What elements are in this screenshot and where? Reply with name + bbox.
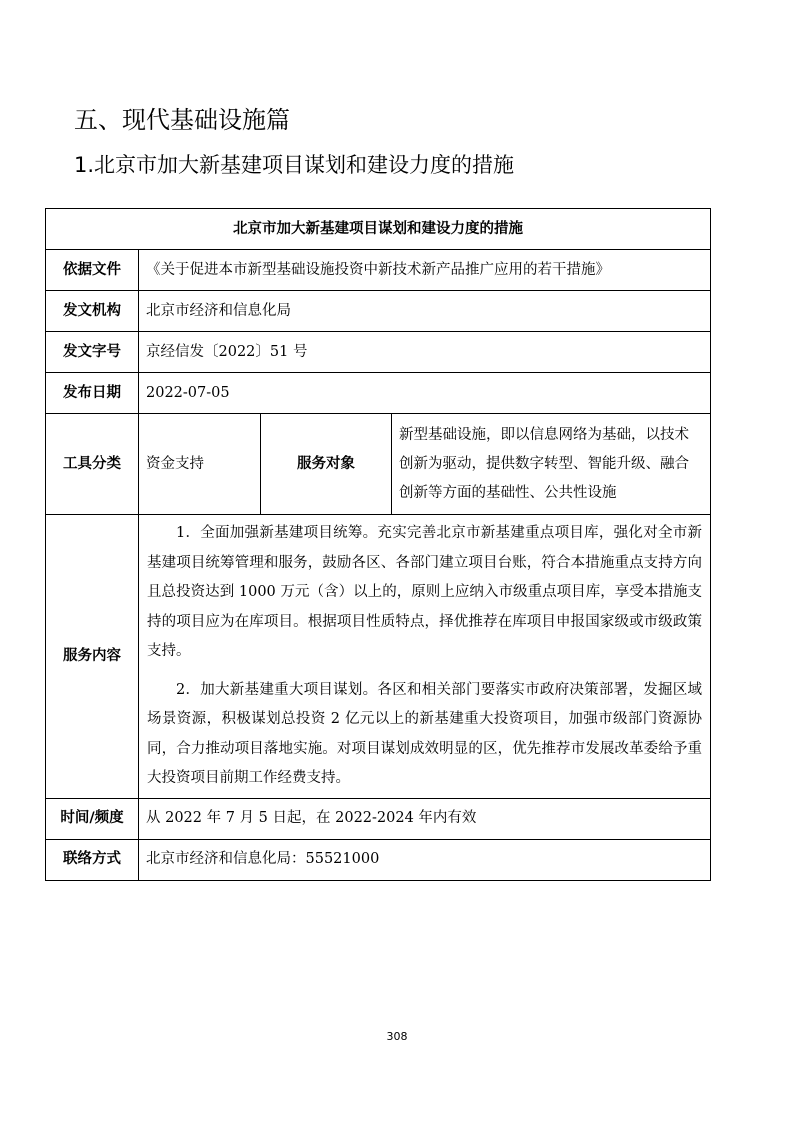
table-row-content bbox=[46, 515, 711, 799]
table-row-date bbox=[46, 373, 711, 414]
doc-number-value: 京经信发〔2022〕51 号 bbox=[139, 332, 711, 373]
target-label: 服务对象 bbox=[261, 414, 392, 515]
issuer-label: 发文机构 bbox=[46, 291, 139, 332]
table-row-tool bbox=[46, 414, 711, 515]
content-paragraph-1: 1．全面加强新基建项目统筹。充实完善北京市新基建重点项目库，强化对全市新基建项目统筹管理和服务，鼓励各区、各部门建立项目台账，符合本措施重点支持方向且总投资达到 1000 万元（含）以上的，原则上应纳入市级重点项目库，享受本措施支持的项目应为在库项目。根据项目性质特点，择优推荐在库项目申报国家级或市级政策支持。 bbox=[147, 525, 702, 659]
policy-table bbox=[45, 208, 711, 881]
content-value bbox=[139, 515, 711, 799]
table-row-issuer bbox=[46, 291, 711, 332]
period-value: 从 2022 年 7 月 5 日起，在 2022-2024 年内有效 bbox=[139, 798, 711, 839]
table-row-basis bbox=[46, 250, 711, 291]
table-row-doc-number bbox=[46, 332, 711, 373]
contact-value: 北京市经济和信息化局：55521000 bbox=[139, 839, 711, 880]
period-label: 时间/频度 bbox=[46, 798, 139, 839]
table-row-period bbox=[46, 798, 711, 839]
doc-number-label: 发文字号 bbox=[46, 332, 139, 373]
page-number: 308 bbox=[386, 1030, 408, 1043]
table-title: 北京市加大新基建项目谋划和建设力度的措施 bbox=[46, 209, 711, 250]
section-title: 五、现代基础设施篇 bbox=[74, 106, 290, 134]
tool-label: 工具分类 bbox=[46, 414, 139, 515]
content-label: 服务内容 bbox=[46, 515, 139, 799]
issuer-value: 北京市经济和信息化局 bbox=[139, 291, 711, 332]
content-paragraph-2: 2．加大新基建重大项目谋划。各区和相关部门要落实市政府决策部署，发掘区域场景资源，积极谋划总投资 2 亿元以上的新基建重大投资项目，加强市级部门资源协同，合力推动项目落地实施。对项目谋划成效明显的区，优先推荐市发展改革委给予重大投资项目前期工作经费支持。 bbox=[147, 681, 702, 786]
table-row-contact bbox=[46, 839, 711, 880]
date-value: 2022-07-05 bbox=[139, 373, 711, 414]
target-value: 新型基础设施，即以信息网络为基础，以技术创新为驱动，提供数字转型、智能升级、融合创新等方面的基础性、公共性设施 bbox=[392, 414, 711, 515]
tool-value: 资金支持 bbox=[139, 414, 261, 515]
basis-value: 《关于促进本市新型基础设施投资中新技术新产品推广应用的若干措施》 bbox=[139, 250, 711, 291]
contact-label: 联络方式 bbox=[46, 839, 139, 880]
basis-label: 依据文件 bbox=[46, 250, 139, 291]
date-label: 发布日期 bbox=[46, 373, 139, 414]
subsection-title: 1.北京市加大新基建项目谋划和建设力度的措施 bbox=[74, 153, 515, 177]
